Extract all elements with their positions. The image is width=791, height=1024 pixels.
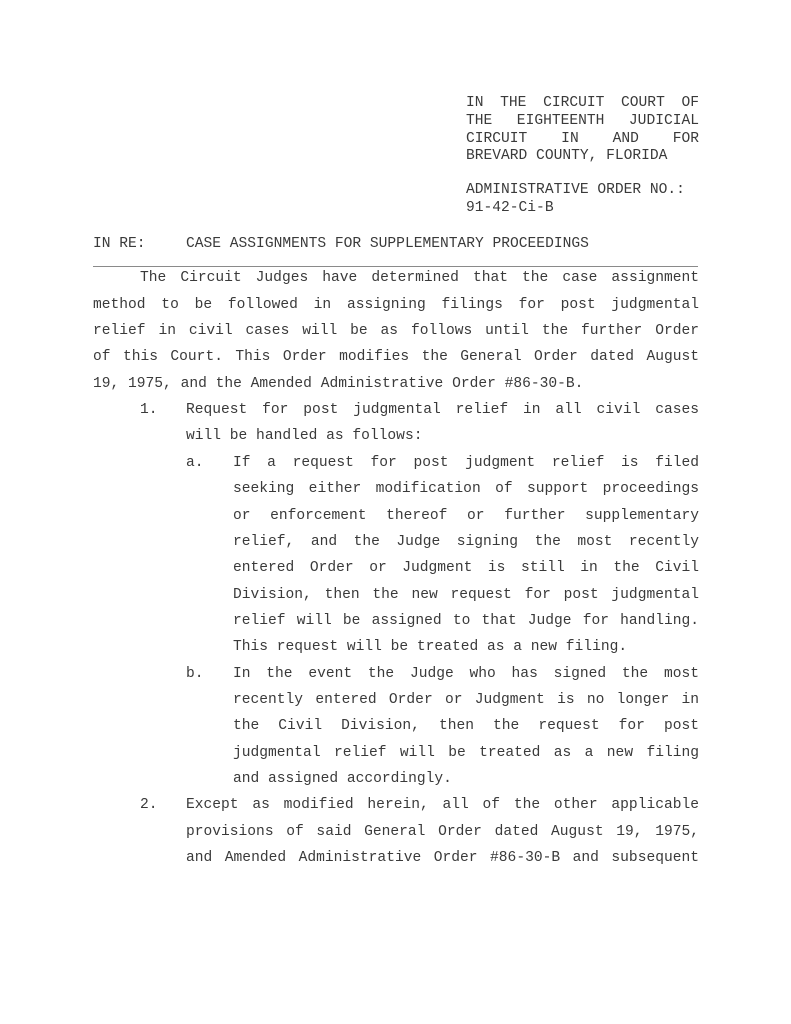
sub-item-line: entered Order or Judgment is still in the Civil	[233, 560, 699, 576]
in-re-label: IN RE:	[93, 236, 146, 252]
paragraph-line: method to be followed in assigning filings for post judgmental	[93, 297, 699, 313]
item-line: Except as modified herein, all of the other applicable	[186, 797, 699, 813]
sub-item-line: Division, then the new request for post judgmental	[233, 587, 699, 603]
item-line: provisions of said General Order dated August 19, 1975,	[186, 824, 699, 840]
item-number: 1.	[140, 402, 158, 418]
court-line: IN THE CIRCUIT COURT OF	[466, 95, 699, 111]
paragraph-line: 19, 1975, and the Amended Administrative Order #86-30-B.	[93, 376, 584, 392]
sub-item-letter: a.	[186, 455, 204, 471]
sub-item-line: or enforcement thereof or further supplementary	[233, 508, 699, 524]
court-line: CIRCUIT IN AND FOR	[466, 131, 699, 147]
sub-item-line: seeking either modification of support proceedings	[233, 481, 699, 497]
sub-item-line: In the event the Judge who has signed the most	[233, 666, 699, 682]
item-line: will be handled as follows:	[186, 428, 423, 444]
in-re-subject: CASE ASSIGNMENTS FOR SUPPLEMENTARY PROCEEDINGS	[186, 236, 589, 252]
order-number: 91-42-Ci-B	[466, 200, 554, 216]
order-label: ADMINISTRATIVE ORDER NO.:	[466, 182, 685, 198]
sub-item-line: relief, and the Judge signing the most recently	[233, 534, 699, 550]
sub-item-letter: b.	[186, 666, 204, 682]
paragraph-line: of this Court. This Order modifies the General Order dated August	[93, 349, 699, 365]
sub-item-line: the Civil Division, then the request for post	[233, 718, 699, 734]
sub-item-line: This request will be treated as a new filing.	[233, 639, 628, 655]
sub-item-line: recently entered Order or Judgment is no longer in	[233, 692, 699, 708]
sub-item-line: judgmental relief will be treated as a new filing	[233, 745, 699, 761]
divider-rule	[93, 266, 698, 267]
sub-item-line: relief will be assigned to that Judge for handling.	[233, 613, 699, 629]
item-number: 2.	[140, 797, 158, 813]
sub-item-line: If a request for post judgment relief is filed	[233, 455, 699, 471]
item-line: Request for post judgmental relief in all civil cases	[186, 402, 699, 418]
paragraph-line: The Circuit Judges have determined that the case assignment	[140, 270, 699, 286]
item-line: and Amended Administrative Order #86-30-B and subsequent	[186, 850, 699, 866]
court-line: THE EIGHTEENTH JUDICIAL	[466, 113, 699, 129]
sub-item-line: and assigned accordingly.	[233, 771, 452, 787]
paragraph-line: relief in civil cases will be as follows until the further Order	[93, 323, 699, 339]
court-line: BREVARD COUNTY, FLORIDA	[466, 148, 668, 164]
